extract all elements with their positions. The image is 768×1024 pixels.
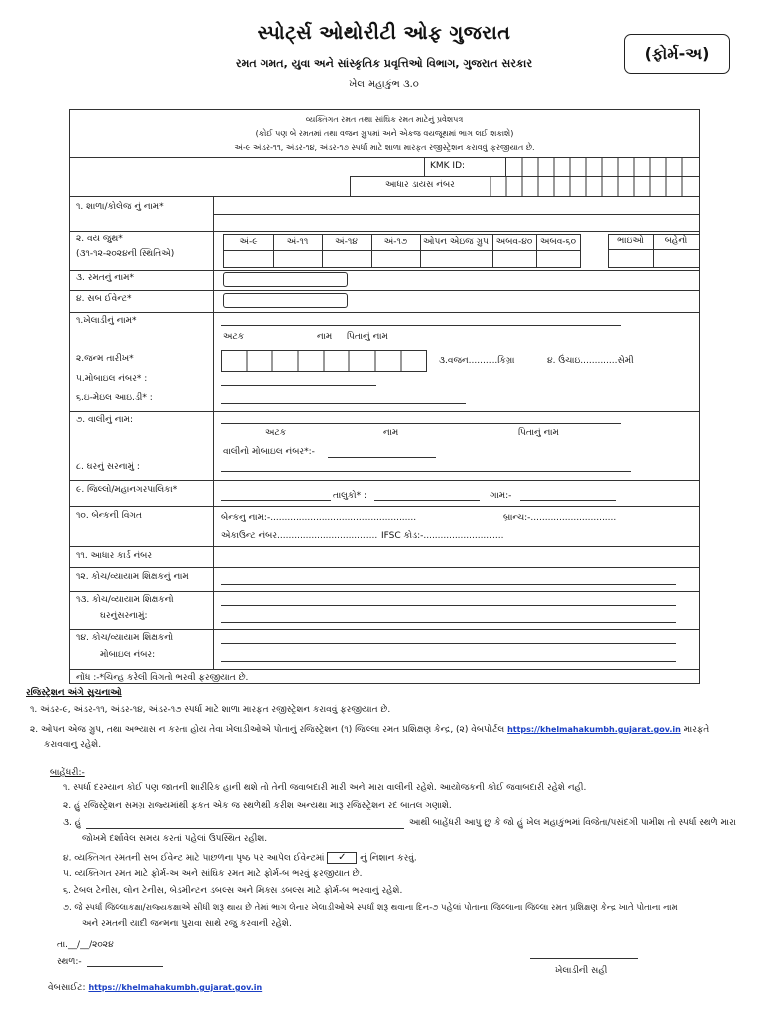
village-input[interactable] <box>520 500 616 501</box>
age-option-u11[interactable]: અં-૧૧ <box>286 237 309 247</box>
guardian-father-caption: પિતાનું નામ <box>518 428 559 438</box>
website-link[interactable]: https://khelmahakumbh.gujarat.gov.in <box>88 983 263 992</box>
registration-form <box>69 109 700 684</box>
bank-name-field[interactable]: બેન્કનુ નામ:-................................................... <box>221 513 417 523</box>
dob-input[interactable] <box>221 350 427 372</box>
village-label: ગામ:- <box>490 491 512 501</box>
age-group-table <box>223 234 581 268</box>
age-option-open[interactable]: ઓપન એઇજ ગ્રુપ <box>423 237 489 247</box>
dise-input[interactable] <box>490 176 699 196</box>
email-label: ૬.ઇ-મેઇલ આઇ.ડી* : <box>76 393 153 403</box>
sub-event-input[interactable] <box>223 293 348 308</box>
player-surname-caption: અટક <box>223 332 245 342</box>
registration-item-2: ૨. ઓપન એજ ગ્રુપ, તથા અભ્યાસ ન કરતા હોય તેવા ખેલાડીઓએ પોતાનું રજિસ્ટ્રેશન (૧) જિલ્લા રમત પ્રશિક્ષણ કેન્દ્ર, (૨) વેબપોર્ટલ https://khelmahakumbh.gujarat.gov.in મારફતે <box>30 725 710 735</box>
kmk-id-label: KMK ID: <box>430 161 466 171</box>
place-label: સ્થળ:- <box>57 957 82 967</box>
declaration-item-1: ૧. સ્પર્ધા દરમ્યાન કોઈ પણ જાતની શારીરિક હાની થશે તો તેની જવાબદારી મારી અને મારા વાલીની રહેશે. આયોજકની કોઈ જવાબદારી રહેશે નહી. <box>63 783 587 793</box>
bank-label: ૧૦. બેન્કની વિગત <box>76 511 142 521</box>
guardian-mobile-input[interactable] <box>328 457 436 458</box>
age-option-u9[interactable]: અં-૯ <box>239 237 258 247</box>
kmk-id-input[interactable] <box>506 158 699 176</box>
age-note: (૩૧-૧૨-૨૦૨૪ની સ્થિતિએ) <box>76 249 175 259</box>
taluka-input[interactable] <box>374 500 480 501</box>
intro-line-2: (કોઈ પણ બે રમતમાં તથા વજન ગ્રુપમાં અને એકજ વયજૂથમાં ભાગ લઈ શકાશે) <box>255 129 514 138</box>
player-name-label: ૧.ખેલાડીનું નામ* <box>76 316 137 326</box>
coach-address-input[interactable] <box>221 605 676 606</box>
game-label: ૩. રમતનું નામ* <box>76 273 135 283</box>
form-badge: (ફોર્મ-અ) <box>624 34 730 74</box>
department-name: રમત ગમત, યુવા અને સાંસ્કૃતિક પ્રવૃત્તિઓ વિભાગ, ગુજરાત સરકાર <box>235 57 533 70</box>
branch-field[interactable]: બ્રાન્ચ:-.............................. <box>503 513 617 523</box>
ifsc-field[interactable]: IFSC કોડ:-............................ <box>381 531 504 541</box>
age-option-u17[interactable]: અં-૧૭ <box>383 237 408 247</box>
player-father-caption: પિતાનું નામ <box>347 332 388 342</box>
dob-label: ૨.જન્મ તારીખ* <box>76 354 134 364</box>
page-title: સ્પોર્ટ્સ ઓથોરીટી ઓફ ગુજરાત <box>257 22 511 44</box>
address-label: ૮. ઘરનું સરનામું : <box>76 462 140 472</box>
coach-mobile-label: ૧૪. કોચ/વ્યાયામ શિક્ષકનો <box>76 633 174 643</box>
school-label: ૧. શાળા/કોલેજ નું નામ* <box>76 202 164 212</box>
weight-field[interactable]: ૩.વજન..........કિગ્રા <box>439 356 515 366</box>
guardian-label: ૭. વાલીનું નામ: <box>76 415 134 425</box>
signature-line[interactable] <box>530 958 638 959</box>
website-line: વેબસાઈટ: https://khelmahakumbh.gujarat.gov.in <box>48 983 263 993</box>
coach-address-label-2: ઘરનુંસરનામું: <box>100 611 148 621</box>
aadhaar-input[interactable] <box>214 547 699 567</box>
mobile-input[interactable] <box>221 385 376 386</box>
declaration-item-3-cont: જોખમે દર્શાવેલ સમય કરતાં પહેલાં ઉપસ્થિત રહીશ. <box>82 834 268 844</box>
signature-label: ખેલાડીની સહી <box>555 966 608 976</box>
mandatory-note: નોંધ :-*ચિન્હ કરેલી વિગતો ભરવી ફરજીયાત છે. <box>76 673 249 683</box>
declaration-name-input[interactable] <box>86 828 404 829</box>
guardian-firstname-caption: નામ <box>383 428 399 438</box>
gender-option-girls[interactable]: બહેનો <box>664 236 688 246</box>
gender-option-boys[interactable]: ભાઇઓ <box>617 236 644 246</box>
district-label: ૯. જિલ્લો/મહાનગરપાલિકા* <box>76 485 178 495</box>
height-field[interactable]: ૪. ઉંચાઇ.............સેમી <box>547 356 634 366</box>
coach-mobile-input[interactable] <box>221 643 676 644</box>
event-name: ખેલ મહાકુંભ ૩.૦ <box>349 79 419 90</box>
declaration-item-7: ૭. જે સ્પર્ધા જિલ્લાકક્ષા/રાજ્યકક્ષાએ સીધી શરૂ થાય છે તેમાં ભાગ લેનાર ખેલાડીઓએ સ્પર્ધા શરૂ થવાના દિન-૭ પહેલાં પોતાના જિલ્લાના જિલ્લા રમત પ્રશિક્ષણ કેન્દ્ર ખાતે પોતાના નામ <box>63 903 678 913</box>
registration-portal-link[interactable]: https://khelmahakumbh.gujarat.gov.in <box>507 725 681 734</box>
aadhaar-label: ૧૧. આધાર કાર્ડ નંબર <box>76 551 153 561</box>
registration-heading: રજિસ્ટ્રેશન અંગે સુચનાઓ <box>26 688 122 698</box>
coach-name-input[interactable] <box>221 584 676 585</box>
check-icon: ✓ <box>327 852 357 864</box>
mobile-label: ૫.મોબાઇલ નંબર* : <box>76 374 148 384</box>
intro-line-3: અં-૯ અંડર-૧૧, અંડર-૧૪, અંડર-૧૭ સ્પર્ધા માટે શાળા મારફત રજીસ્ટ્રેશન કરાવવું ફરજીયાત છે. <box>234 143 535 152</box>
coach-name-label: ૧૨. કોચ/વ્યાયામ શિક્ષકનું નામ <box>76 572 189 582</box>
district-input[interactable] <box>221 500 331 501</box>
declaration-heading: બાહેંધરી:- <box>50 768 85 778</box>
age-group-label: ૨. વય જુથ* <box>76 234 123 244</box>
gender-table <box>608 234 699 268</box>
declaration-item-3-end: આથી બાહેંધરી આપુ છુ કે જો હું ખેલ મહાકુંભમાં વિજેતા/પસંદગી પામીશ તો સ્પર્ધા સ્થળે મારા <box>409 818 736 828</box>
coach-mobile-label-2: મોબાઇલ નંબર: <box>100 650 156 660</box>
game-input[interactable] <box>223 272 348 287</box>
age-option-u14[interactable]: અં-૧૪ <box>335 237 358 247</box>
place-input[interactable] <box>87 966 163 967</box>
taluka-label: તાલુકો* : <box>333 491 367 501</box>
coach-address-label: ૧૩. કોચ/વ્યાયામ શિક્ષકનો <box>76 595 174 605</box>
intro-line-1: વ્યક્તિગત રમત તથા સાંઘિક રમત માટેનું પ્રવેશપત્ર <box>305 115 464 124</box>
declaration-item-3: ૩. હું <box>63 818 82 828</box>
sub-event-label: ૪. સબ ઈવેન્ટ* <box>76 294 132 304</box>
email-input[interactable] <box>221 403 466 404</box>
declaration-item-5: ૫. વ્યક્તિગત રમત માટે ફોર્મ-અ અને સાંઘિક રમત માટે ફોર્મ-બ ભરવું ફરજીયાત છે. <box>63 869 363 879</box>
guardian-name-input[interactable] <box>221 423 621 424</box>
declaration-item-4: ૪. વ્યક્તિગત રમતની સબ ઈવેન્ટ માટે પાછળના પૃષ્ઠ પર આપેલ ઈવેન્ટમાં ✓ નું નિશાન કરવું. <box>63 852 417 864</box>
registration-item-1: ૧. અંડર-૯, અંડર-૧૧, અંડર-૧૪, અંડર-૧૭ સ્પર્ધા માટે શાળા મારફત રજીસ્ટ્રેશન કરાવવું ફરજીયાત છે. <box>30 705 391 715</box>
declaration-item-2: ૨. હું રજિસ્ટ્રેશન સમગ્ર રાજ્યમાંથી ફકત એક જ સ્થળેથી કરીશ અન્યથા મારૂ રજિસ્ટ્રેશન રદ બાતલ ગણાશે. <box>63 801 452 811</box>
age-option-above60[interactable]: અબવ-૬૦ <box>539 237 577 247</box>
date-field[interactable]: તા.__/__/૨૦૨૪ <box>57 940 114 950</box>
guardian-mobile-label: વાલીનો મોબાઇલ નંબર*:- <box>223 447 315 457</box>
registration-item-2-cont: કરાવવાનુ રહેશે. <box>44 740 102 750</box>
declaration-item-6: ૬. ટેબલ ટેનીસ, લોન ટેનીસ, બેડમીન્ટન ડબલ્સ અને મિક્સ ડબલ્સ માટે ફોર્મ-બ ભરવાનું રહેશે. <box>63 886 403 896</box>
declaration-item-7-cont: અને રમતની યાદી જન્મના પુરાવા સાથે રજુ કરવાની રહેશે. <box>82 919 292 929</box>
player-name-input[interactable] <box>221 325 621 326</box>
address-input[interactable] <box>221 471 631 472</box>
dise-label: આધાર ડાયસ નંબર <box>385 180 455 190</box>
age-option-above40[interactable]: અબવ-૪૦ <box>495 237 533 247</box>
guardian-surname-caption: અટક <box>265 428 287 438</box>
account-field[interactable]: એકાઉન્ટ નંબર................................... <box>221 531 378 541</box>
player-firstname-caption: નામ <box>317 332 333 342</box>
